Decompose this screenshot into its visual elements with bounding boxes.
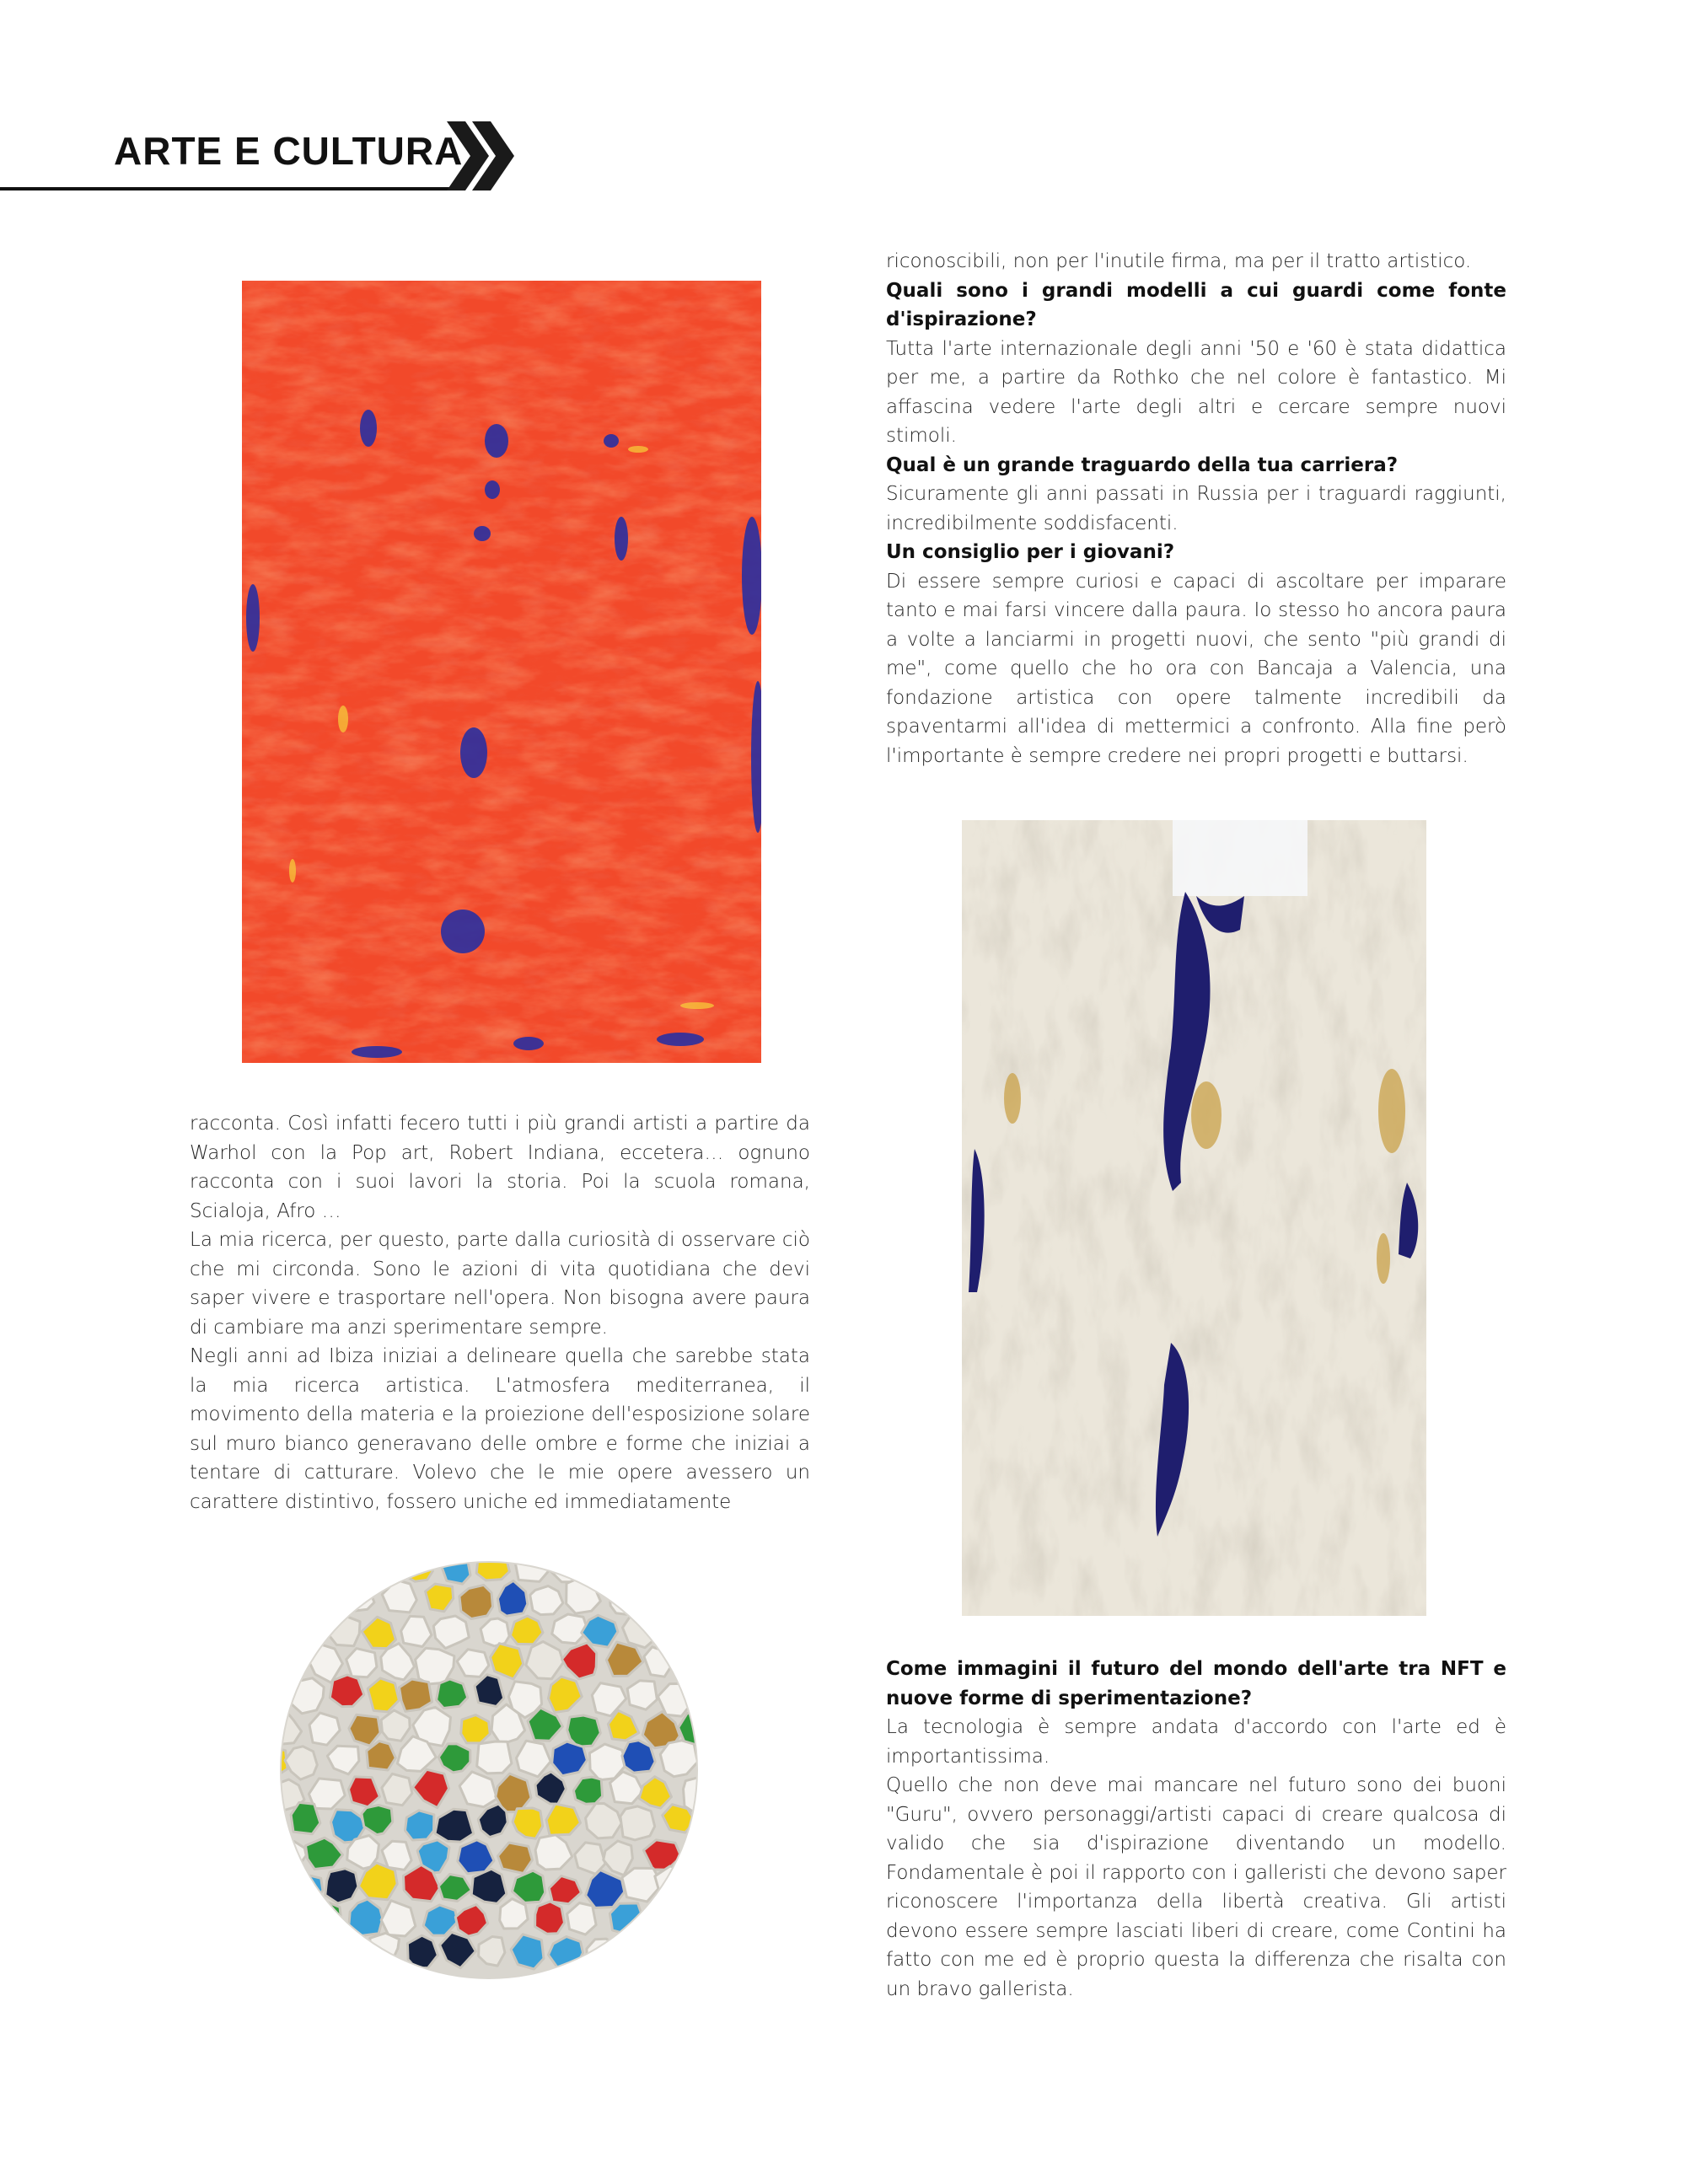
interview-answer: Di essere sempre curiosi e capaci di ascoltare per imparare tanto e mai farsi vincere dalla paura. Io stesso ho ancora paura a volte a lanciarmi in progetti nuovi, che sento "più grandi di me", come quello che ho ora con Bancaja a Valencia, una fondazione artistica con opere talmente incredibili da spaventarmi all'idea di mettermici a confronto. Alla fine però l'importante è sempre credere nei propri progetti e buttarsi. — [886, 570, 1506, 767]
mosaic-tile — [623, 1615, 658, 1648]
interview-answer: Quello che non deve mai mancare nel futuro sono dei buoni "Guru", ovvero personaggi/artisti capaci di creare qualcosa di valido che sia d'ispirazione diventando un modello. Fondamentale è poi il rapporto con i galleristi che devono saper riconoscere l'importanza della libertà creativa. Gli artisti devono essere sempre lasciati liberi di creare, come Contini ha fatto con me ed è proprio questa la differenza che risalta con un bravo gallerista. — [886, 1774, 1506, 2000]
paragraph: Negli anni ad Ibiza iniziai a delineare quella che sarebbe stata la mia ricerca artistica. L'atmosfera mediterranea, il movimento della materia e la proiezione dell'esposizione solare sul muro bianco generavano delle ombre e forme che iniziai a tentare di catturare. Volevo che le mie opere avessero un carattere distintivo, fossero uniche ed immediatamente — [190, 1345, 810, 1513]
mosaic-tile — [477, 1741, 512, 1773]
white-blue-abstract-painting — [962, 820, 1426, 1616]
red-abstract-painting — [242, 281, 761, 1063]
mosaic-tile — [620, 1806, 655, 1840]
mosaic-tile — [461, 1715, 491, 1743]
section-divider — [0, 187, 459, 190]
mosaic-tile — [405, 1811, 434, 1840]
interview-answer: Sicuramente gli anni passati in Russia per i traguardi raggiunti, incredibilmente soddisfacenti. — [886, 483, 1506, 534]
interview-question: Un consiglio per i giovani? — [886, 541, 1175, 563]
paragraph: riconoscibili, non per l'inutile firma, ma per il tratto artistico. — [886, 250, 1472, 272]
mosaic-tile — [330, 1675, 364, 1707]
circular-mosaic-artwork — [278, 1559, 700, 1981]
mosaic-tile — [510, 1616, 543, 1645]
mosaic-tile — [609, 1903, 643, 1934]
mosaic-tile — [587, 1939, 617, 1969]
mosaic-tile — [368, 1678, 399, 1712]
interview-question: Come immagini il futuro del mondo dell'arte tra NFT e nuove forme di sperimentazione? — [886, 1658, 1506, 1709]
article-text-column-left — [190, 1109, 810, 1516]
mosaic-tile — [437, 1679, 468, 1709]
mosaic-tile — [609, 1581, 642, 1615]
paragraph: racconta. Così infatti fecero tutti i più grandi artisti a partire da Warhol con la Pop art, Robert Indiana, eccetera… ognuno racconta con i suoi lavori la storia. Poi la scuola romana, Scialoja, Afro … — [190, 1113, 810, 1222]
mosaic-tile — [278, 1842, 306, 1873]
mosaic-tile — [370, 1933, 400, 1963]
interview-question: Quali sono i grandi modelli a cui guardi come fonte d'ispirazione? — [886, 279, 1506, 330]
mosaic-tile — [479, 1937, 505, 1967]
double-chevron-icon — [445, 118, 521, 194]
mosaic-tile — [622, 1741, 655, 1773]
paragraph: La mia ricerca, per questo, parte dalla curiosità di osservare ciò che mi circonda. Sono le azioni di vita quotidiana che devi saper vivere e trasportare nell'opera. Non bisogna avere paura di cambiare ma anzi sperimentare sempre. — [190, 1229, 810, 1339]
interview-question: Qual è un grande traguardo della tua carriera? — [886, 453, 1399, 476]
mosaic-tile — [325, 1869, 358, 1903]
mosaic-tile — [535, 1902, 565, 1934]
section-title: ARTE E CULTURA — [114, 129, 464, 173]
mosaic-tile — [471, 1869, 507, 1903]
mosaic-tile — [308, 1900, 341, 1929]
section-header — [0, 118, 523, 194]
mosaic-tile — [291, 1802, 320, 1833]
article-text-column-right-bottom — [886, 1655, 1506, 2004]
mosaic-tile — [346, 1649, 377, 1677]
mosaic-tile — [655, 1866, 692, 1901]
interview-answer: Tutta l'arte internazionale degli anni '50 e '60 è stata didattica per me, a partire da Rothko che nel colore è fantastico. Mi affascina vedere l'arte degli altri e cercare sempre nuovi stimoli. — [886, 337, 1506, 447]
mosaic-tile — [530, 1586, 563, 1615]
mosaic-tile — [382, 1580, 416, 1613]
article-text-column-right-top — [886, 247, 1506, 770]
interview-answer: La tecnologia è sempre andata d'accordo con l'arte ed è importantissima. — [886, 1716, 1506, 1768]
